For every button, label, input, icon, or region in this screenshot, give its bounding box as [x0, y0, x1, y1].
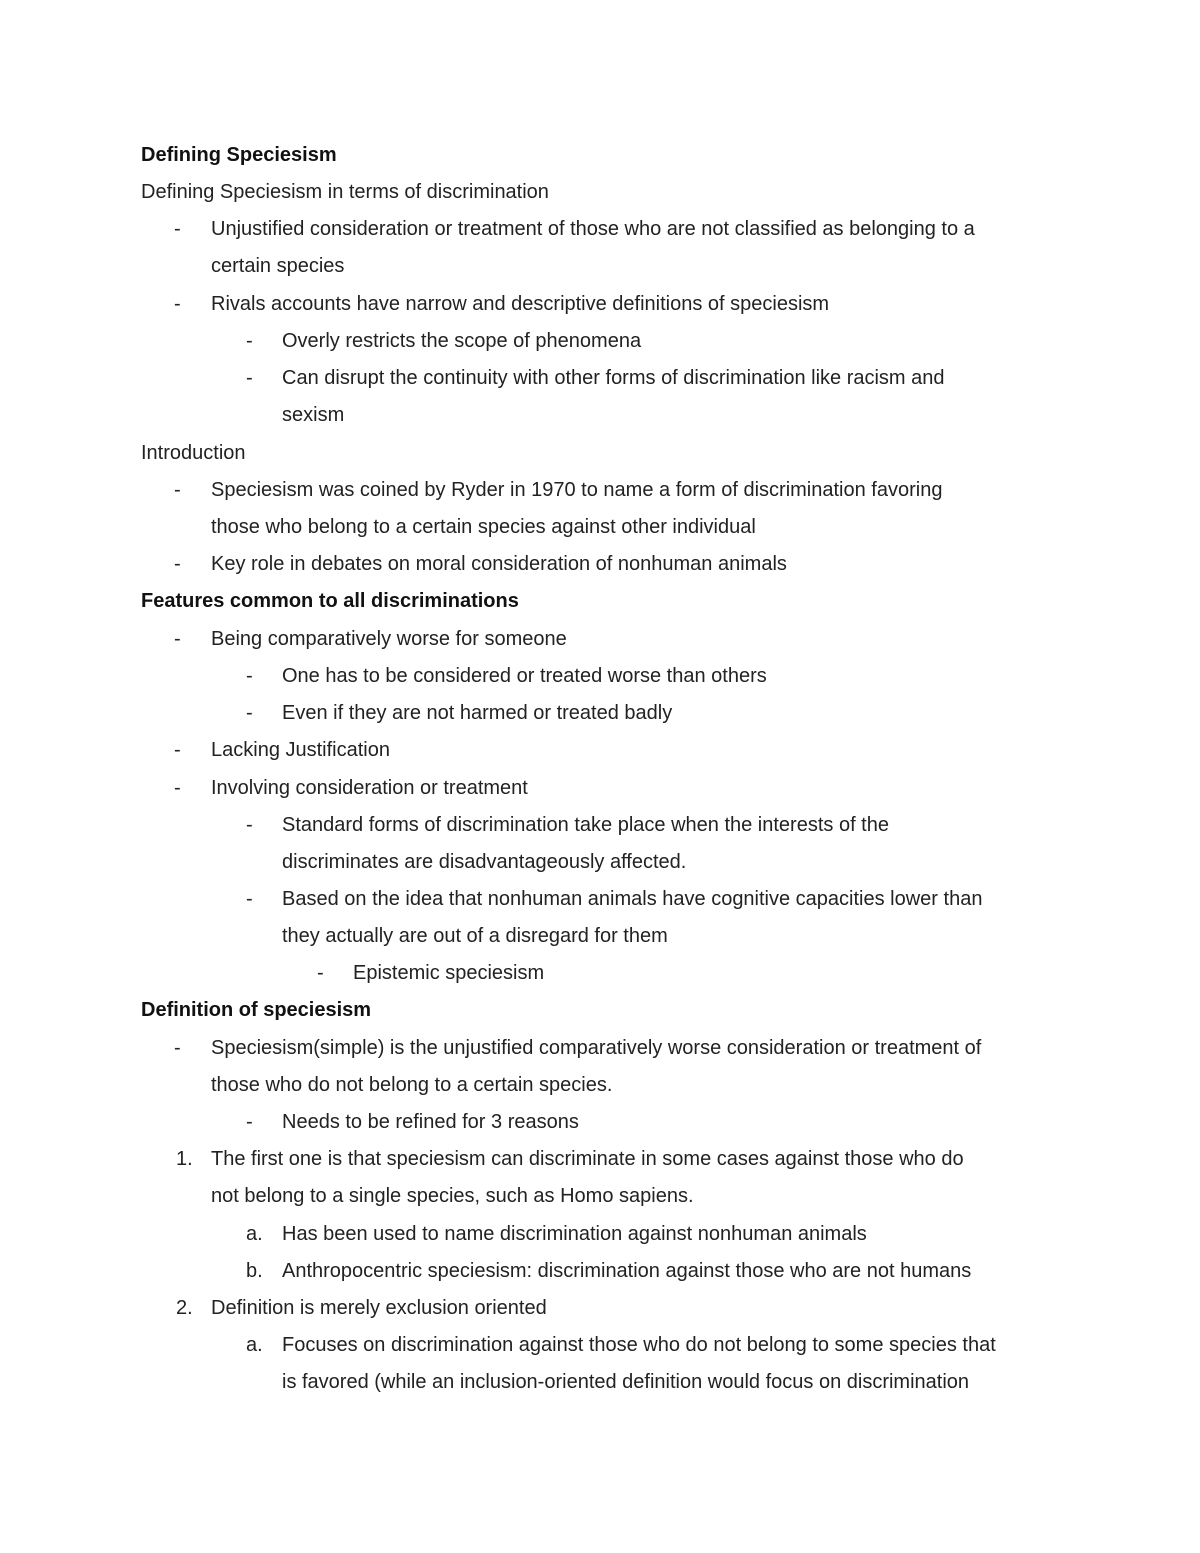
- bullet-dash: -: [174, 553, 181, 575]
- sub-bullet-dash: -: [246, 702, 253, 724]
- sub-bullet-text-continuation: sexism: [282, 404, 345, 426]
- section-heading-definition: Definition of speciesism: [141, 999, 372, 1021]
- lettered-item-text: Focuses on discrimination against those who do not belong to some species that: [282, 1334, 996, 1356]
- numbered-item-text: The first one is that speciesism can discriminate in some cases against those who do: [211, 1148, 964, 1170]
- numbered-item-text-continuation: not belong to a single species, such as Homo sapiens.: [211, 1185, 694, 1207]
- sub-bullet-dash: -: [246, 330, 253, 352]
- lettered-item-text-continuation: is favored (while an inclusion-oriented definition would focus on discrimination: [282, 1371, 970, 1393]
- lettered-item-text: Anthropocentric speciesism: discrimination against those who are not humans: [282, 1260, 972, 1282]
- sub-bullet-dash: -: [246, 1111, 253, 1133]
- bullet-dash: -: [174, 479, 181, 501]
- bullet-dash: -: [174, 739, 181, 761]
- sub-bullet-dash: -: [246, 665, 253, 687]
- bullet-text-continuation: certain species: [211, 255, 345, 277]
- numbered-item-text: Definition is merely exclusion oriented: [211, 1297, 547, 1319]
- sub-sub-bullet-text: Epistemic speciesism: [353, 962, 545, 984]
- sub-bullet-text: Can disrupt the continuity with other forms of discrimination like racism and: [282, 367, 945, 389]
- sub-bullet-dash: -: [246, 814, 253, 836]
- bullet-text: Rivals accounts have narrow and descriptive definitions of speciesism: [211, 293, 830, 315]
- bullet-dash: -: [174, 293, 181, 315]
- section-heading-defining-speciesism: Defining Speciesism: [141, 144, 337, 166]
- introduction-label: Introduction: [141, 442, 246, 464]
- bullet-text: Unjustified consideration or treatment of those who are not classified as belonging to a: [211, 218, 975, 240]
- sub-bullet-text: Needs to be refined for 3 reasons: [282, 1111, 579, 1133]
- bullet-dash: -: [174, 1037, 181, 1059]
- bullet-dash: -: [174, 777, 181, 799]
- bullet-text-continuation: those who belong to a certain species against other individual: [211, 516, 756, 538]
- bullet-text: Involving consideration or treatment: [211, 777, 528, 799]
- bullet-dash: -: [174, 218, 181, 240]
- sub-bullet-dash: -: [246, 888, 253, 910]
- list-number: 1.: [176, 1148, 193, 1170]
- sub-bullet-text: Overly restricts the scope of phenomena: [282, 330, 642, 352]
- lettered-item-text: Has been used to name discrimination against nonhuman animals: [282, 1223, 867, 1245]
- sub-bullet-text: Based on the idea that nonhuman animals have cognitive capacities lower than: [282, 888, 983, 910]
- sub-sub-bullet-dash: -: [317, 962, 324, 984]
- paragraph-line: Defining Speciesism in terms of discrimination: [141, 181, 549, 203]
- list-number: 2.: [176, 1297, 193, 1319]
- list-letter: a.: [246, 1223, 263, 1245]
- bullet-text: Lacking Justification: [211, 739, 390, 761]
- sub-bullet-text: Standard forms of discrimination take place when the interests of the: [282, 814, 889, 836]
- sub-bullet-text: One has to be considered or treated worse than others: [282, 665, 767, 687]
- sub-bullet-text: Even if they are not harmed or treated badly: [282, 702, 673, 724]
- sub-bullet-dash: -: [246, 367, 253, 389]
- list-letter: a.: [246, 1334, 263, 1356]
- bullet-text: Speciesism(simple) is the unjustified comparatively worse consideration or treatment of: [211, 1037, 982, 1059]
- bullet-text: Being comparatively worse for someone: [211, 628, 567, 650]
- sub-bullet-text-continuation: discriminates are disadvantageously affected.: [282, 851, 687, 873]
- bullet-text: Key role in debates on moral consideration of nonhuman animals: [211, 553, 787, 575]
- section-heading-features: Features common to all discriminations: [141, 590, 519, 612]
- bullet-text-continuation: those who do not belong to a certain species.: [211, 1074, 613, 1096]
- list-letter: b.: [246, 1260, 263, 1282]
- sub-bullet-text-continuation: they actually are out of a disregard for them: [282, 925, 668, 947]
- bullet-dash: -: [174, 628, 181, 650]
- bullet-text: Speciesism was coined by Ryder in 1970 to name a form of discrimination favoring: [211, 479, 943, 501]
